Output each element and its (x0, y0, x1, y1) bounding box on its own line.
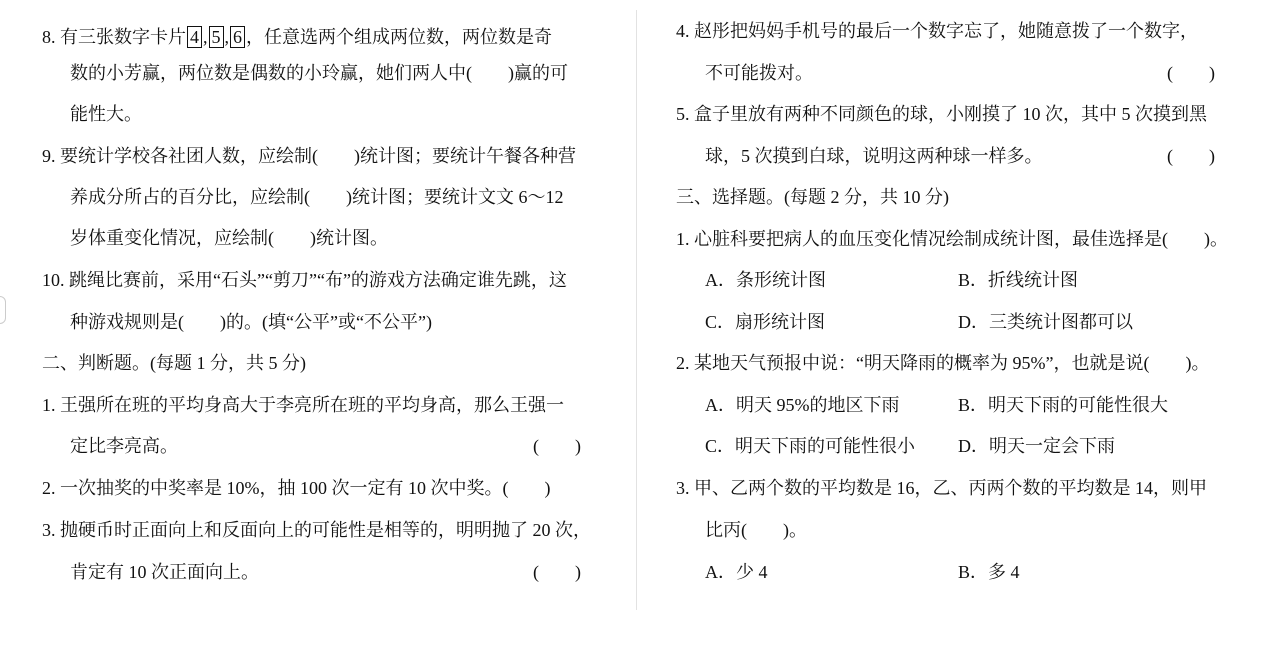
judge-1-line-2: 定比李亮高。 (70, 436, 178, 456)
question-10-line-1: 10. 跳绳比赛前，采用“石头”“剪刀”“布”的游戏方法确定谁先跳，这 (42, 270, 567, 290)
judge-5-line-2: 球，5 次摸到白球，说明这两种球一样多。 (705, 146, 1043, 166)
question-9-line-3: 岁体重变化情况，应绘制( )统计图。 (70, 228, 388, 248)
choice-3-option-b: B．多 4 (958, 562, 1020, 582)
answer-blank: ( ) (533, 562, 581, 582)
column-divider (636, 10, 637, 610)
choice-2-option-c: C．明天下雨的可能性很小 (705, 436, 916, 456)
number-card: 5 (209, 26, 224, 48)
answer-blank: ( ) (533, 436, 581, 456)
judge-1-line-1: 1. 王强所在班的平均身高大于李亮所在班的平均身高，那么王强一 (42, 395, 564, 415)
answer-blank: ( ) (1167, 63, 1215, 83)
judge-3-line-1: 3. 抛硬币时正面向上和反面向上的可能性是相等的，明明抛了 20 次， (42, 520, 591, 540)
question-10-line-2: 种游戏规则是( )的。(填“公平”或“不公平”) (70, 312, 432, 332)
number-card: 6 (230, 26, 245, 48)
choice-3-option-a: A．少 4 (705, 562, 768, 582)
choice-1-question: 1. 心脏科要把病人的血压变化情况绘制成统计图，最佳选择是( )。 (676, 229, 1228, 249)
choice-2-option-a: A．明天 95%的地区下雨 (705, 395, 900, 415)
question-8-line-1: 8. 有三张数字卡片 4 , 5 , 6 ，任意选两个组成两位数，两位数是奇 (42, 27, 552, 47)
judge-5-line-1: 5. 盒子里放有两种不同颜色的球，小刚摸了 10 次，其中 5 次摸到黑 (676, 104, 1207, 124)
judge-3-line-2: 肯定有 10 次正面向上。 (70, 562, 259, 582)
section-2-heading: 二、判断题。(每题 1 分，共 5 分) (42, 353, 306, 373)
choice-1-option-c: C．扇形统计图 (705, 312, 826, 332)
choice-1-option-b: B．折线统计图 (958, 270, 1079, 290)
section-3-heading: 三、选择题。(每题 2 分，共 10 分) (676, 187, 949, 207)
judge-4-line-2: 不可能拨对。 (705, 63, 813, 83)
choice-3-question-line-2: 比丙( )。 (705, 520, 807, 540)
choice-2-option-b: B．明天下雨的可能性很大 (958, 395, 1169, 415)
judge-2-line-1: 2. 一次抽奖的中奖率是 10%，抽 100 次一定有 10 次中奖。( ) (42, 478, 551, 498)
question-9-line-2: 养成分所占的百分比，应绘制( )统计图；要统计文文 6～12 (70, 187, 564, 207)
choice-2-question: 2. 某地天气预报中说：“明天降雨的概率为 95%”，也就是说( )。 (676, 353, 1210, 373)
page-edge-handle (0, 296, 6, 324)
number-card: 4 (187, 26, 202, 48)
question-9-line-1: 9. 要统计学校各社团人数，应绘制( )统计图；要统计午餐各种营 (42, 146, 576, 166)
choice-2-option-d: D．明天一定会下雨 (958, 436, 1115, 456)
question-8-line-2: 数的小芳赢，两位数是偶数的小玲赢，她们两人中( )赢的可 (70, 63, 568, 83)
answer-blank: ( ) (1167, 146, 1215, 166)
choice-1-option-a: A．条形统计图 (705, 270, 826, 290)
choice-1-option-d: D．三类统计图都可以 (958, 312, 1133, 332)
judge-4-line-1: 4. 赵彤把妈妈手机号的最后一个数字忘了，她随意拨了一个数字， (676, 21, 1198, 41)
choice-3-question-line-1: 3. 甲、乙两个数的平均数是 16，乙、丙两个数的平均数是 14，则甲 (676, 478, 1207, 498)
question-8-line-3: 能性大。 (70, 104, 142, 124)
